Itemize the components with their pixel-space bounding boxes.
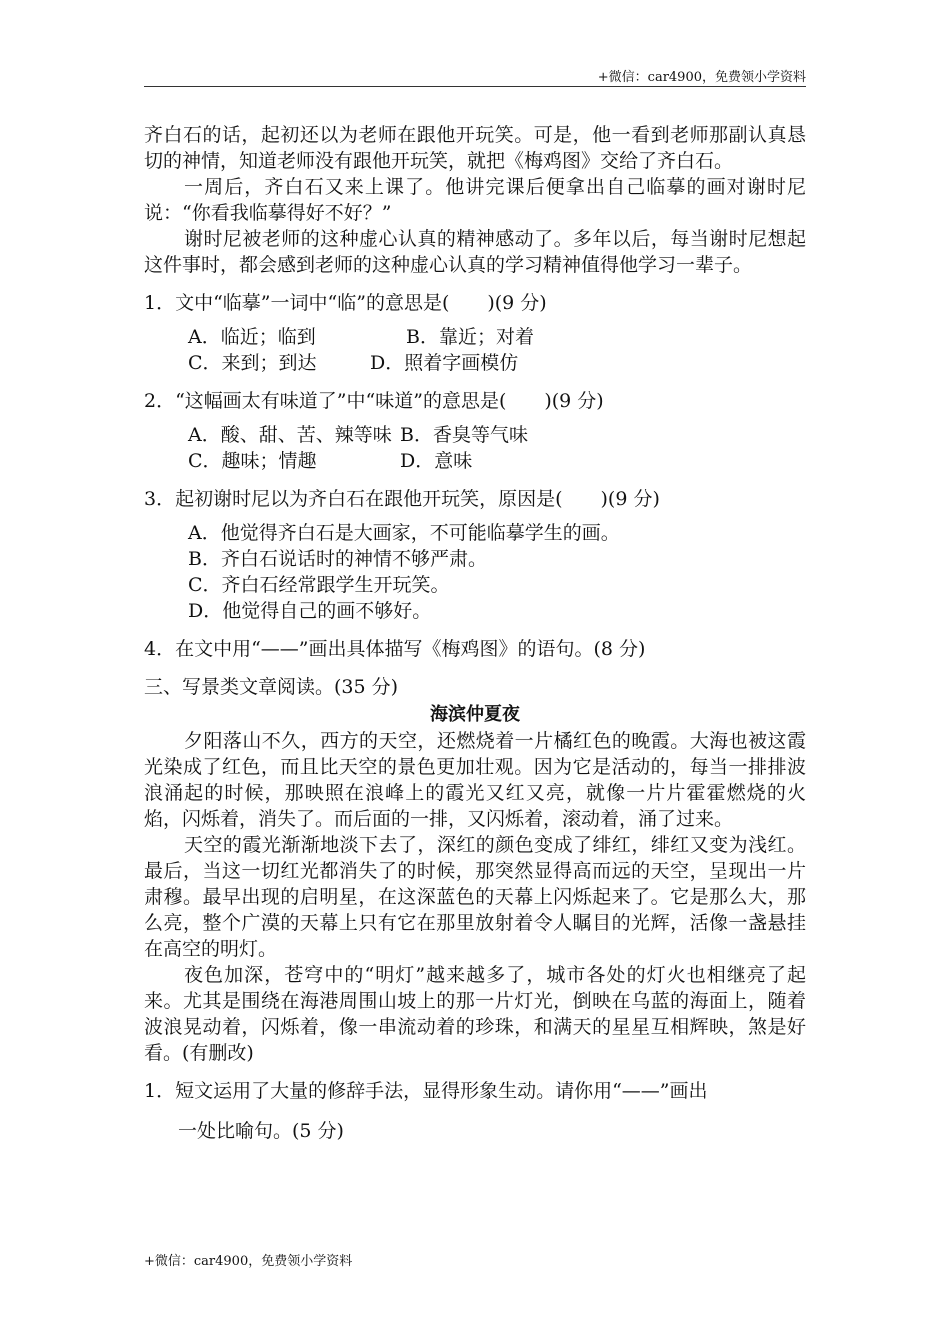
passage2-paragraph-1: 夕阳落山不久，西方的天空，还燃烧着一片橘红色的晚霞。大海也被这霞光染成了红色，而且比天空的景色更加壮观。因为它是活动的，每当一排排波浪涌起的时候，那映照在浪峰上的霞光又红又亮，就像一片片霍霍燃烧的火焰，闪烁着，消失了。而后面的一排，又闪烁着，滚动着，涌了过来。 [144, 730, 806, 830]
option-c: C．趣味；情趣 [188, 450, 317, 472]
question-1-options [188, 324, 806, 376]
option-c: C．来到；到达 [188, 352, 317, 374]
page-content [144, 122, 806, 1144]
section-3-heading: 三、写景类文章阅读。(35 分) [144, 676, 399, 698]
passage1-paragraph-1: 齐白石的话，起初还以为老师在跟他开玩笑。可是，他一看到老师那副认真恳切的神情，知道老师没有跟他开玩笑，就把《梅鸡图》交给了齐白石。 [144, 124, 806, 172]
passage2-title: 海滨仲夏夜 [430, 704, 520, 725]
question-2-options [188, 422, 806, 474]
footer-text: +微信：car4900，免费领小学资料 [144, 1254, 353, 1269]
question-3: 3．起初谢时尼以为齐白石在跟他开玩笑，原因是( )(9 分) [144, 488, 660, 510]
header-text: +微信：car4900，免费领小学资料 [597, 70, 806, 85]
question-3-options [188, 520, 806, 624]
option-b: B．靠近；对着 [406, 326, 534, 348]
option-d: D．他觉得自己的画不够好。 [188, 600, 432, 622]
passage1-paragraph-2: 一周后，齐白石又来上课了。他讲完课后便拿出自己临摹的画对谢时尼说：“你看我临摹得好不好？” [144, 176, 806, 224]
passage1-paragraph-3: 谢时尼被老师的这种虚心认真的精神感动了。多年以后，每当谢时尼想起这件事时，都会感到老师的这种虚心认真的学习精神值得他学习一辈子。 [144, 228, 806, 276]
passage2-paragraph-3: 夜色加深，苍穹中的“明灯”越来越多了，城市各处的灯火也相继亮了起来。尤其是围绕在海港周围山坡上的那一片灯光，倒映在乌蓝的海面上，随着波浪晃动着，闪烁着，像一串流动着的珍珠，和满天的星星互相辉映，煞是好看。(有删改) [144, 964, 806, 1064]
question-4: 4．在文中用“——”画出具体描写《梅鸡图》的语句。(8 分) [144, 638, 646, 660]
section-3-question-1-continued: 一处比喻句。(5 分) [178, 1120, 344, 1142]
option-b: B．香臭等气味 [400, 424, 528, 446]
option-a: A．临近；临到 [188, 326, 316, 348]
option-d: D．意味 [400, 450, 473, 472]
option-c: C．齐白石经常跟学生开玩笑。 [188, 574, 450, 596]
section-3-question-1: 1．短文运用了大量的修辞手法，显得形象生动。请你用“——”画出 [144, 1080, 708, 1102]
header-divider [144, 86, 806, 87]
option-a: A．他觉得齐白石是大画家，不可能临摹学生的画。 [188, 522, 620, 544]
passage2-paragraph-2: 天空的霞光渐渐地淡下去了，深红的颜色变成了绯红，绯红又变为浅红。最后，当这一切红光都消失了的时候，那突然显得高而远的天空，呈现出一片肃穆。最早出现的启明星，在这深蓝色的天幕上闪烁起来了。它是那么大，那么亮，整个广漠的天幕上只有它在那里放射着令人瞩目的光辉，活像一盏悬挂在高空的明灯。 [144, 834, 806, 960]
option-b: B．齐白石说话时的神情不够严肃。 [188, 548, 487, 570]
question-2: 2．“这幅画太有味道了”中“味道”的意思是( )(9 分) [144, 390, 604, 412]
option-d: D．照着字画模仿 [370, 352, 519, 374]
option-a: A．酸、甜、苦、辣等味 [188, 424, 392, 446]
question-1: 1．文中“临摹”一词中“临”的意思是( )(9 分) [144, 292, 547, 314]
